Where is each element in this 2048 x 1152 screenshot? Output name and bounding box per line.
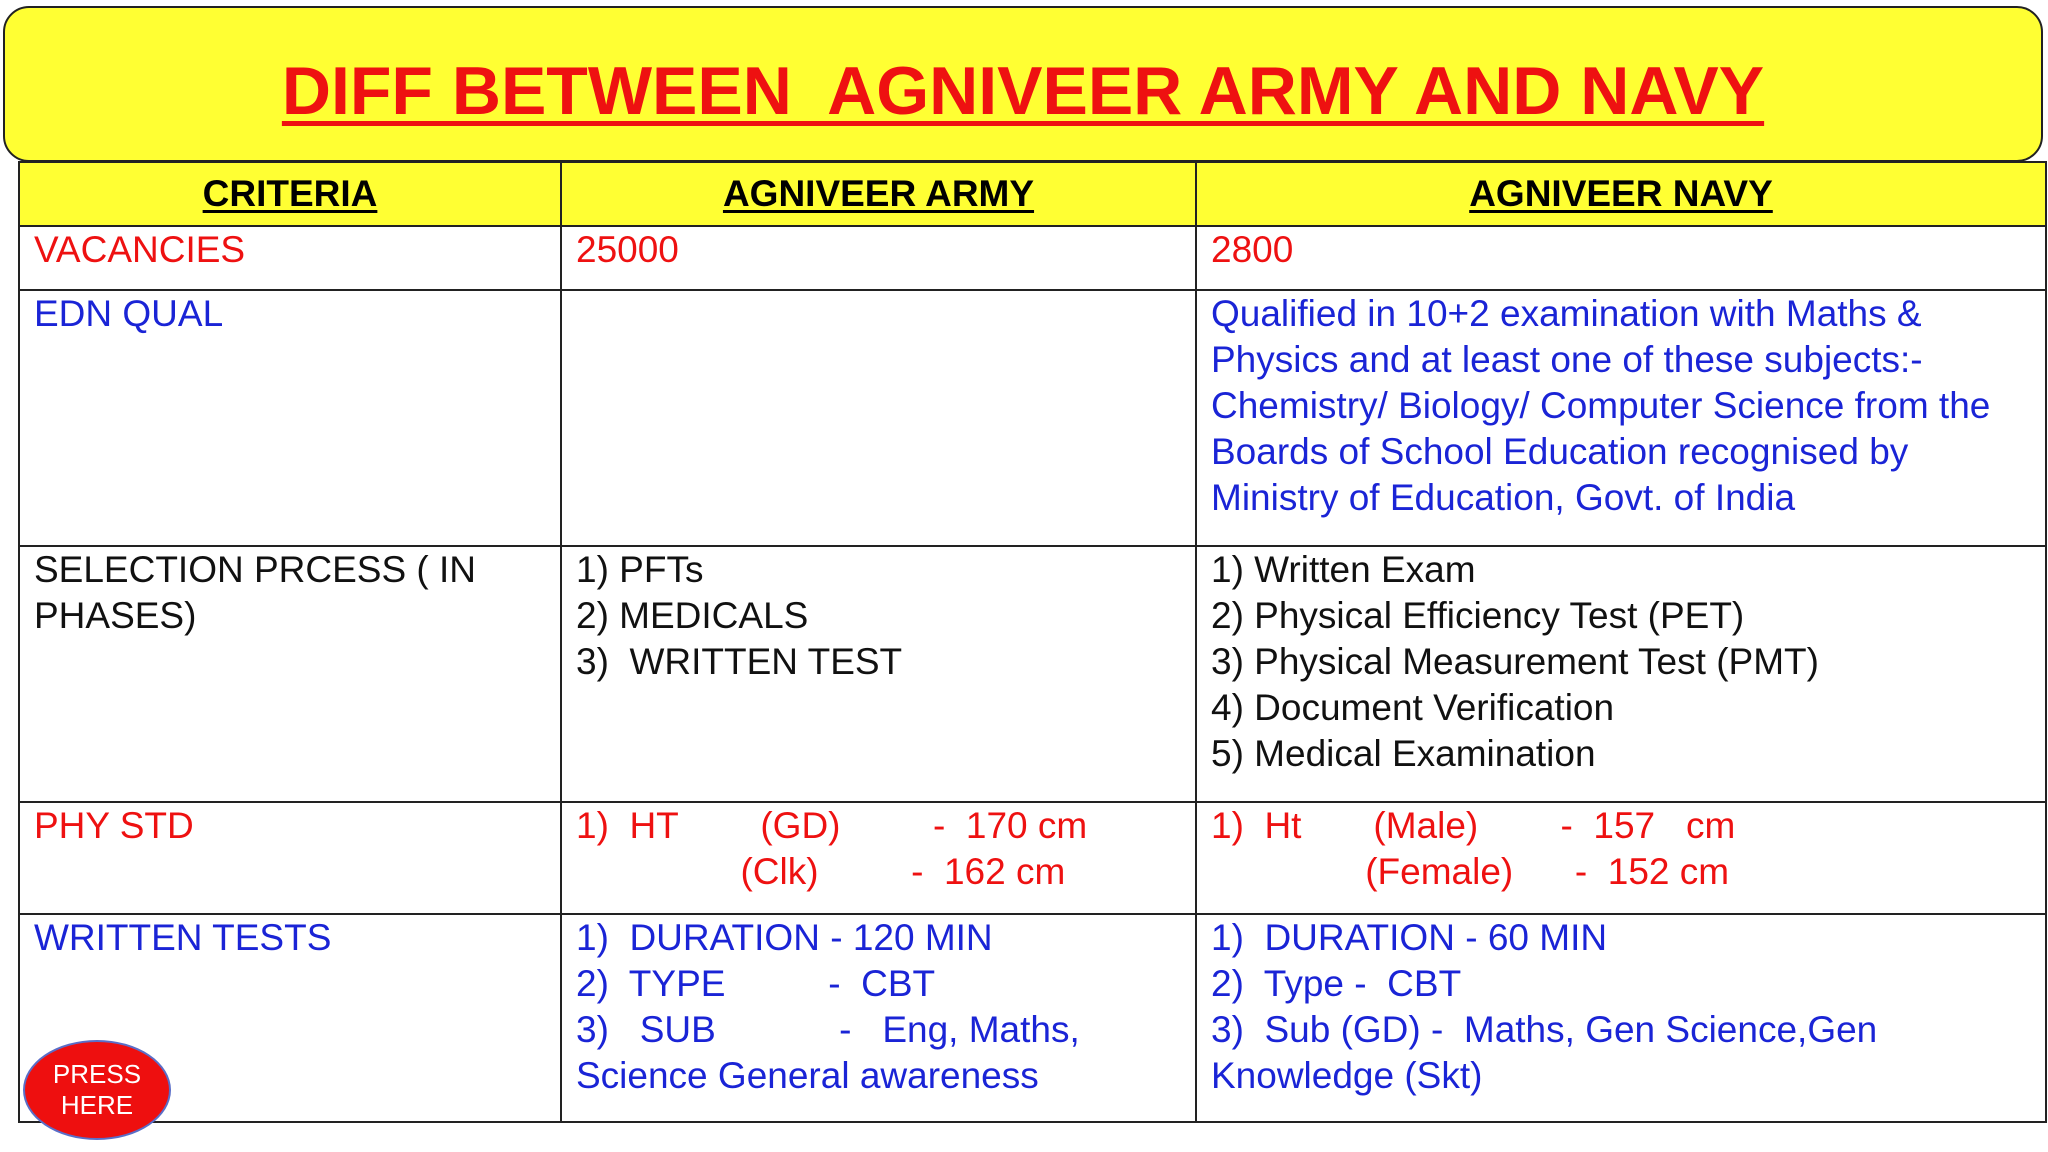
table-row-written	[19, 914, 2046, 1122]
army-vacancies: 25000	[561, 226, 1196, 290]
army-selection	[561, 546, 1196, 802]
criteria-phy-std: PHY STD	[19, 802, 561, 914]
list-item: 2) Physical Efficiency Test (PET)	[1211, 595, 1745, 636]
navy-vacancies: 2800	[1196, 226, 2046, 290]
list-item: 1) PFTs	[576, 549, 704, 590]
list-item: 2) TYPE - CBT	[576, 963, 936, 1004]
criteria-vacancies: VACANCIES	[19, 226, 561, 290]
list-item: 3) SUB - Eng, Maths,	[576, 1009, 1080, 1050]
list-item: 3) WRITTEN TEST	[576, 641, 903, 682]
page-title: DIFF BETWEEN AGNIVEER ARMY AND NAVY	[281, 53, 1765, 129]
table-row-selection	[19, 546, 2046, 802]
criteria-selection: SELECTION PRCESS ( IN PHASES)	[19, 546, 561, 802]
list-item: 2) MEDICALS	[576, 595, 809, 636]
list-item: (Clk) - 162 cm	[576, 851, 1066, 892]
list-item: 3) Sub (GD) - Maths, Gen Science,Gen	[1211, 1009, 1878, 1050]
navy-selection	[1196, 546, 2046, 802]
list-item: 1) Ht (Male) - 157 cm	[1211, 805, 1736, 846]
header-army: AGNIVEER ARMY	[561, 162, 1196, 226]
table-row-edn-qual	[19, 290, 2046, 546]
list-item: 1) DURATION - 120 MIN	[576, 917, 993, 958]
press-here-button[interactable]	[23, 1040, 171, 1140]
table-row-phy-std	[19, 802, 2046, 914]
press-button-label-line2: HERE	[60, 1090, 134, 1120]
navy-written	[1196, 914, 2046, 1122]
army-edn-qual	[561, 290, 1196, 546]
list-item: 1) HT (GD) - 170 cm	[576, 805, 1088, 846]
criteria-written: WRITTEN TESTS	[19, 914, 561, 1122]
navy-edn-qual: Qualified in 10+2 examination with Maths & Physics and at least one of these subjects:- Chemistry/ Biology/ Computer Science from the Boards of School Education recognised by Ministry of Education, Govt. of India	[1196, 290, 2046, 546]
table-row-vacancies	[19, 226, 2046, 290]
comparison-table	[18, 161, 2047, 1123]
title-banner	[3, 6, 2043, 162]
criteria-edn-qual: EDN QUAL	[19, 290, 561, 546]
army-written	[561, 914, 1196, 1122]
army-phy-std	[561, 802, 1196, 914]
header-navy: AGNIVEER NAVY	[1196, 162, 2046, 226]
list-item: Science General awareness	[576, 1055, 1039, 1096]
list-item: 1) DURATION - 60 MIN	[1211, 917, 1608, 958]
list-item: 1) Written Exam	[1211, 549, 1476, 590]
list-item: 5) Medical Examination	[1211, 733, 1596, 774]
list-item: 3) Physical Measurement Test (PMT)	[1211, 641, 1819, 682]
list-item: (Female) - 152 cm	[1211, 851, 1730, 892]
header-row	[19, 162, 2046, 226]
list-item: 4) Document Verification	[1211, 687, 1615, 728]
press-button-label-line1: PRESS	[52, 1059, 142, 1089]
header-criteria: CRITERIA	[19, 162, 561, 226]
navy-phy-std	[1196, 802, 2046, 914]
list-item: 2) Type - CBT	[1211, 963, 1462, 1004]
list-item: Knowledge (Skt)	[1211, 1055, 1483, 1096]
